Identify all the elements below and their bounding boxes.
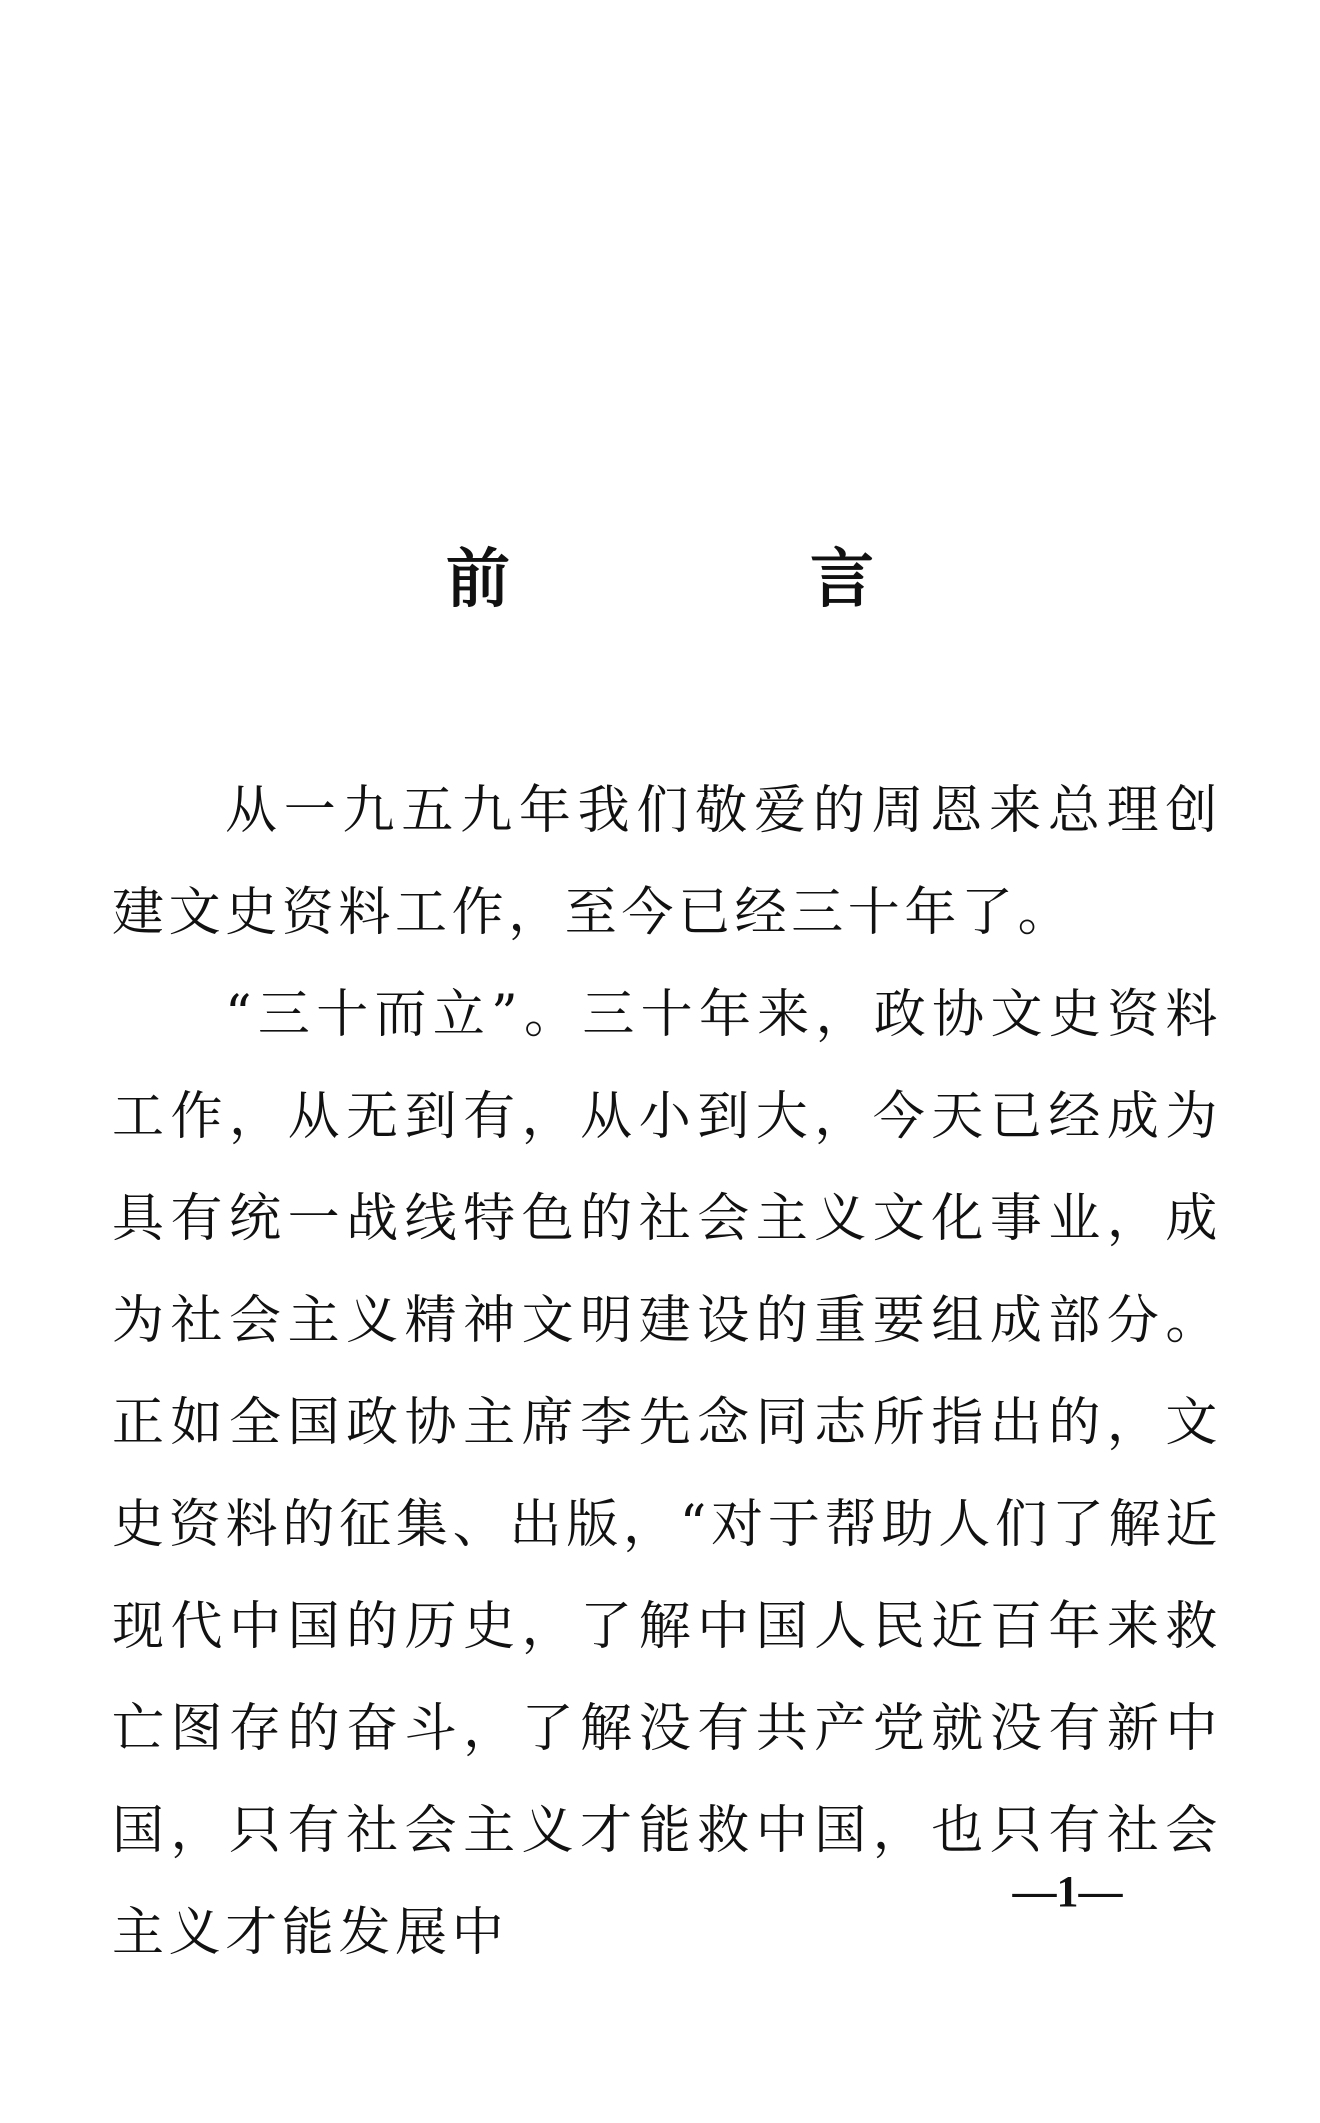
page-number: —1— (1012, 1867, 1123, 1916)
body-text (112, 760, 1222, 1984)
paragraph-2: “三十而立”。三十年来，政协文史资料工作，从无到有，从小到大，今天已经成为具有统一战线特色的社会主义文化事业，成为社会主义精神文明建设的重要组成部分。正如全国政协主席李先念同志所指出的，文史资料的征集、出版，“对于帮助人们了解近现代中国的历史，了解中国人民近百年来救亡图存的奋斗，了解没有共产党就没有新中国，只有社会主义才能救中国，也只有社会主义才能发展中 (112, 985, 1222, 1963)
paragraph-1: 从一九五九年我们敬爱的周恩来总理创建文史资料工作，至今已经三十年了。 (112, 781, 1222, 943)
page-title: 前 言 (446, 542, 992, 617)
